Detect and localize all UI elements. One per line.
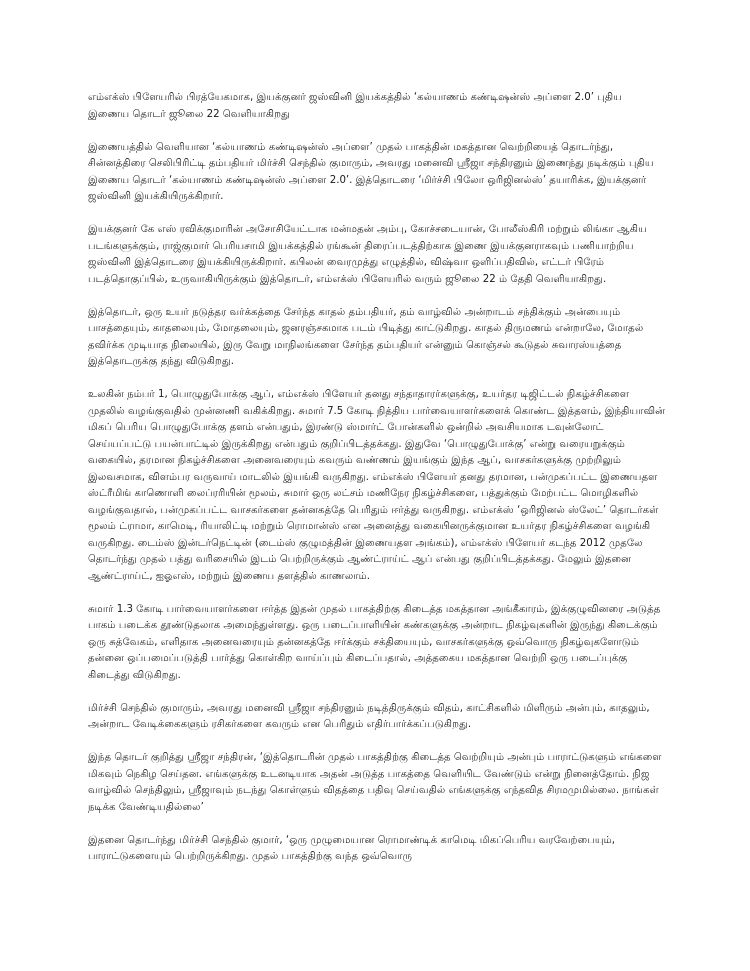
paragraph-series-overview: இணையத்தில் வெளியான ‘கல்யாணம் கண்டிஷன்ஸ் அப்ளை’ முதல் பாகத்தின் மகத்தான வெற்றியைத் தொடர்ந்து, சின்னத்திரை செலிபிரிட்டி தம்பதியர் மிர்ச்சி செந்தில் குமாரும், அவரது மனைவி ஸ்ரீஜா சந்திரனும் இணைந்து நடிக்கும் புதிய இணைய தொடர் ‘கல்யாணம் கண்டிஷன்ஸ் அப்ளை 2.0’. இத்தொடரை ‘மிர்ச்சி பிலோ ஒரிஜினல்ஸ்’ தயாரிக்க, இயக்குனர் ஜஸ்வினி இயக்கியிருக்கிறார். (88, 141, 654, 202)
paragraph-expectations: மிர்ச்சி செந்தில் குமாரும், அவரது மனைவி ஸ்ரீஜா சந்திரனும் நடித்திருக்கும் விதம், காட்சிகளில் மிளிரும் அன்பும், காதலும், அன்றாட வேடிக்கைகளும் ரசிகர்களை கவரும் என பெரிதும் எதிர்பார்க்கப்படுகிறது. (88, 702, 650, 730)
paragraph-mx-player-about: உலகின் நம்பர் 1, பொழுதுபோக்கு ஆப், எம்எக்ஸ் பிளேயர் தனது சந்தாதாரர்களுக்கு, உயர்தர டிஜிட்டல் நிகழ்ச்சிகளை முதலில் வழங்குவதில் முன்னணி வகிக்கிறது. சுமார் 7.5 கோடி நித்திய பார்வையாளர்களைக் கொண்ட இத்தளம், இந்தியாவின் மிகப் பெரிய பொழுதுபோக்கு தளம் என்பதும், இரண்டு ஸ்மார்ட் போன்களில் ஒன்றில் அவசியமாக டவுன்லோட் செய்யப்பட்டு பயன்பாட்டில் இருக்கிறது என்பதும் குறிப்பிடத்தக்கது. இதுவே ‘பொழுதுபோக்கு’ என்று வரையறுக்கும் வகையில், தரமான நிகழ்ச்சிகளை அனைவரையும் கவரும் வண்ணம் இயங்கும் இந்த ஆப், வாசகர்களுக்கு முற்றிலும் இலவசமாக, விளம்பர வருவாய் மாடலில் இயங்கி வருகிறது. எம்எக்ஸ் பிளேயர் தனது தரமான, பன்முகப்பட்ட இணையதள ஸ்ட்ரீமிங் காணொளி லைப்ரரியின் மூலம், சுமார் ஒரு லட்சம் மணிநேர நிகழ்ச்சிகளை, பத்துக்கும் மேற்பட்ட மொழிகளில் வழங்குவதால், பன்முகப்பட்ட வாசகர்களை தன்னகத்தே பெரிதும் ஈர்த்து வருகிறது. எம்எக்ஸ் ‘ஒரிஜினல் ஸ்லேட்’ தொடர்கள் மூலம் ட்ராமா, காமெடி, ரியாலிட்டி மற்றும் ரொமான்ஸ் என அனைத்து வகையினருக்குமான உயர்தர நிகழ்ச்சிகளை வழங்கி வருகிறது. டைம்ஸ் இன்டர்நெட்டின் (டைம்ஸ் குழுமத்தின் இணையதள அங்கம்), எம்எக்ஸ் பிளேயர் கடந்த 2012 முதலே தொடர்ந்து முதல் பத்து வரிசையில் இடம் பெற்றிருக்கும் ஆண்ட்ராய்ட் ஆப் என்பது குறிப்பிடத்தக்கது. மேலும் இதனை ஆண்ட்ராய்ட், ஐஓஎஸ், மற்றும் இணைய தளத்தில் காணலாம். (88, 389, 666, 582)
paragraph-senthil-quote: இதனை தொடர்ந்து மிர்ச்சி செந்தில் குமார், ‘ஒரு முழுமையான ரொமாண்டிக் காமெடி மிகப்பெரிய வரவேற்பையும், பாராட்டுகளையும் பெற்றிருக்கிறது. முதல் பாகத்திற்கு வந்த ஒவ்வொரு (88, 834, 615, 862)
paragraph-sreeja-quote: இந்த தொடர் குறித்து ஸ்ரீஜா சந்திரன், ‘இத்தொடரின் முதல் பாகத்திற்கு கிடைத்த வெற்றியும் அன்பும் பாராட்டுகளும் எங்களை மிகவும் நெகிழ செய்தன. எங்களுக்கு உடனடியாக அதன் அடுத்த பாகத்தை வெளியிட வேண்டும் என்று நினைத்தோம். நிஜ வாழ்வில் செந்திலும், ஸ்ரீஜாவும் நடந்து கொள்ளும் விதத்தை பதிவு செய்வதில் எங்களுக்கு எந்தவித சிரமமுமில்லை. நாங்கள் நடிக்க வேண்டியதில்லை’ (88, 752, 662, 813)
paragraph-director-crew: இயக்குனர் கே எஸ் ரவிக்குமாரின் அசோசியேட்டாக மன்மதன் அம்பு, கோச்சடையான், போலீஸ்கிரி மற்றும் லிங்கா ஆகிய படங்களுக்கும், ராஜ்குமார் பெரியசாமி இயக்கத்தில் ரங்கூன் திரைப்படத்திற்காக இணை இயக்குனராகவும் பணியாற்றிய ஜஸ்வினி இத்தொடரை இயக்கியிருக்கிறார். கபிலன் வைரமுத்து எழுத்தில், விஷ்வா ஒளிப்பதிவில், எட்டர் பிரேம் படத்தொகுப்பில், உருவாகியிருக்கும் இத்தொடர், எம்எக்ஸ் பிளேயரில் வரும் ஜூலை 22 ம் தேதி வெளியாகிறது. (88, 224, 647, 285)
paragraph-first-season-success: சுமார் 1.3 கோடி பார்வையாளர்களை ஈர்த்த இதன் முதல் பாகத்திற்கு கிடைத்த மகத்தான அங்கீகாரம், இக்குழுவினரை அடுத்த பாகம் படைக்க தூண்டுதலாக அமைந்துள்ளது. ஒரு படைப்பாளியின் கண்களுக்கு அன்றாட நிகழ்வுகளின் இருந்து கிடைக்கும் ஒரு சுத்வேகம், எளிதாக அனைவரையும் தன்னகத்தே ஈர்க்கும் சக்தியையும், வாசகர்களுக்கு ஒவ்வொரு நிகழ்வுகளோடும் தன்னை ஒப்பமைப்படுத்தி பார்த்து கொள்கிற வாய்ப்பும் கிடைப்பதால், அத்தகைய மகத்தான வெற்றி ஒரு படைப்புக்கு கிடைத்து விடுகிறது. (88, 603, 661, 681)
paragraph-intro: எம்எக்ஸ் பிளேயரில் பிரத்யேகமாக, இயக்குனர் ஜஸ்வினி இயக்கத்தில் ‘கல்யாணம் கண்டிஷன்ஸ் அப்ளை 2.0’ புதிய இணைய தொடர் ஜூலை 22 வெளியாகிறது (88, 92, 622, 120)
article-body (88, 90, 666, 866)
paragraph-storyline: இத்தொடர், ஒரு உயர் நடுத்தர வர்க்கத்தை சேர்ந்த காதல் தம்பதியர், தம் வாழ்வில் அன்றாடம் சந்திக்கும் அன்பையும் பாசத்தையும், காதலையும், மோதலையும், ஜனரஞ்சகமாக படம் பிடித்து காட்டுகிறது. காதல் திருமணம் என்றாலே, மோதல் தவிர்க்க முடியாத நிலையில், இரு வேறு மாநிலங்களை சேர்ந்த தம்பதியர் என்னும் கொஞ்சல் கூடுதல் சுவாரஸ்யத்தை இத்தொடருக்கு தந்து விடுகிறது. (88, 306, 644, 367)
